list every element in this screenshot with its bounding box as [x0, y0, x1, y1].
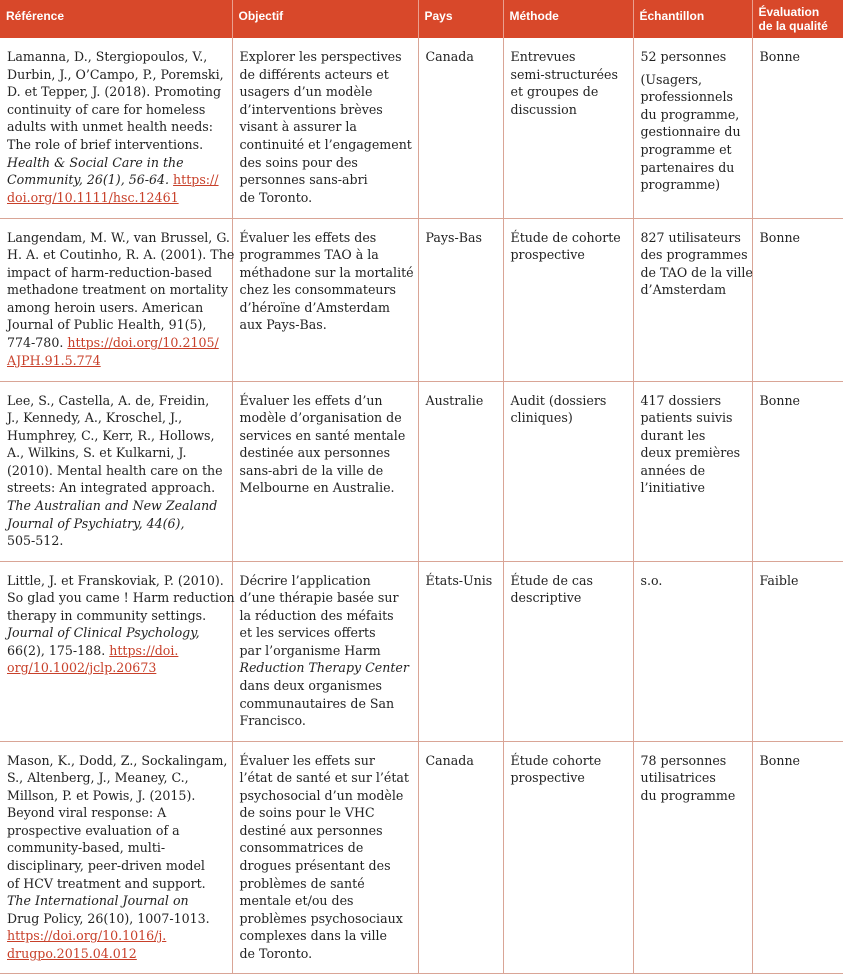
cell-reference: Mason, K., Dodd, Z., Sockalingam, S., Altenberg, J., Meaney, C., Millson, P. et Powis, J. (2015). Beyond viral response: A prospective evaluation of a community-based, multi- disciplinary, peer-driven model of HCV treatment and support. The International Journal on Drug Policy, 26(10), 1007-1013. https://doi.org/10.1016/j. drugpo.2015.04.012 — [0, 741, 232, 973]
cell-objectif: Explorer les perspectives de différents acteurs et usagers d’un modèle d’interventions brèves visant à assurer la continuité et l’engagement des soins pour des personnes sans-abri de Toronto. — [232, 38, 418, 218]
cell-qualite: Bonne — [752, 741, 843, 973]
cell-echantillon: 417 dossiers patients suivis durant les deux premières années de l’initiative — [633, 381, 752, 561]
doi-link[interactable]: https://doi.org/10.1016/j. — [7, 928, 167, 944]
cell-reference: Little, J. et Franskoviak, P. (2010). So glad you came ! Harm reduction therapy in community settings. Journal of Clinical Psychology, 66(2), 175-188. https://doi. org/10.1002/jclp.20673 — [0, 561, 232, 741]
cell-methode: Étude de cas descriptive — [503, 561, 633, 741]
table-row — [0, 381, 843, 561]
cell-pays: Australie — [418, 381, 503, 561]
cell-objectif: Évaluer les effets sur l’état de santé et sur l’état psychosocial d’un modèle de soins pour le VHC destiné aux personnes consommatrices de drogues présentant des problèmes de santé mentale et/ou des problèmes psychosociaux complexes dans la ville de Toronto. — [232, 741, 418, 973]
table-header-row — [0, 0, 843, 38]
cell-objectif: Décrire l’application d’une thérapie basée sur la réduction des méfaits et les services offerts par l’organisme Harm Reduction Therapy Center dans deux organismes communautaires de San Francisco. — [232, 561, 418, 741]
cell-methode: Étude de cohorte prospective — [503, 218, 633, 381]
doi-link[interactable]: doi.org/10.1111/hsc.12461 — [7, 189, 179, 205]
cell-echantillon: 52 personnes (Usagers, professionnels du programme, gestionnaire du programme et partenaires du programme) — [633, 38, 752, 218]
table-row — [0, 741, 843, 973]
cell-pays: Canada — [418, 38, 503, 218]
cell-qualite: Bonne — [752, 38, 843, 218]
header-objectif: Objectif — [232, 0, 418, 38]
header-echantillon: Échantillon — [633, 0, 752, 38]
cell-pays: Pays-Bas — [418, 218, 503, 381]
cell-methode: Entrevues semi-structurées et groupes de discussion — [503, 38, 633, 218]
cell-objectif: Évaluer les effets d’un modèle d’organisation de services en santé mentale destinée aux personnes sans-abri de la ville de Melbourne en Australie. — [232, 381, 418, 561]
cell-echantillon: 78 personnes utilisatrices du programme — [633, 741, 752, 973]
cell-pays: États-Unis — [418, 561, 503, 741]
table-row — [0, 218, 843, 381]
doi-link[interactable]: AJPH.91.5.774 — [7, 352, 101, 368]
cell-reference: Lamanna, D., Stergiopoulos, V., Durbin, J., O’Campo, P., Poremski, D. et Tepper, J. (2018). Promoting continuity of care for homeless adults with unmet health needs: The role of brief interventions. Health & Social Care in the Community, 26(1), 56-64. https:// doi.org/10.1111/hsc.12461 — [0, 38, 232, 218]
header-qualite: Évaluation de la qualité — [752, 0, 843, 38]
cell-methode: Audit (dossiers cliniques) — [503, 381, 633, 561]
doi-link[interactable]: https:// — [173, 172, 219, 188]
header-pays: Pays — [418, 0, 503, 38]
cell-qualite: Bonne — [752, 218, 843, 381]
cell-reference: Lee, S., Castella, A. de, Freidin, J., Kennedy, A., Kroschel, J., Humphrey, C., Kerr, R., Hollows, A., Wilkins, S. et Kulkarni, J. (2010). Mental health care on the streets: An integrated approach. The Australian and New Zealand Journal of Psychiatry, 44(6), 505-512. — [0, 381, 232, 561]
table-row — [0, 38, 843, 218]
cell-qualite: Faible — [752, 561, 843, 741]
cell-qualite: Bonne — [752, 381, 843, 561]
header-reference: Référence — [0, 0, 232, 38]
cell-pays: Canada — [418, 741, 503, 973]
cell-reference: Langendam, M. W., van Brussel, G. H. A. et Coutinho, R. A. (2001). The impact of harm-reduction-based methadone treatment on mortality among heroin users. American Journal of Public Health, 91(5), 774-780. https://doi.org/10.2105/ AJPH.91.5.774 — [0, 218, 232, 381]
cell-echantillon: s.o. — [633, 561, 752, 741]
doi-link[interactable]: https://doi.org/10.2105/ — [67, 335, 219, 351]
cell-echantillon: 827 utilisateurs des programmes de TAO de la ville d’Amsterdam — [633, 218, 752, 381]
cell-methode: Étude cohorte prospective — [503, 741, 633, 973]
header-methode: Méthode — [503, 0, 633, 38]
doi-link[interactable]: org/10.1002/jclp.20673 — [7, 660, 157, 676]
table-row — [0, 561, 843, 741]
doi-link[interactable]: https://doi. — [109, 642, 179, 658]
cell-objectif: Évaluer les effets des programmes TAO à la méthadone sur la mortalité chez les consommateurs d’héroïne d’Amsterdam aux Pays-Bas. — [232, 218, 418, 381]
doi-link[interactable]: drugpo.2015.04.012 — [7, 946, 137, 962]
